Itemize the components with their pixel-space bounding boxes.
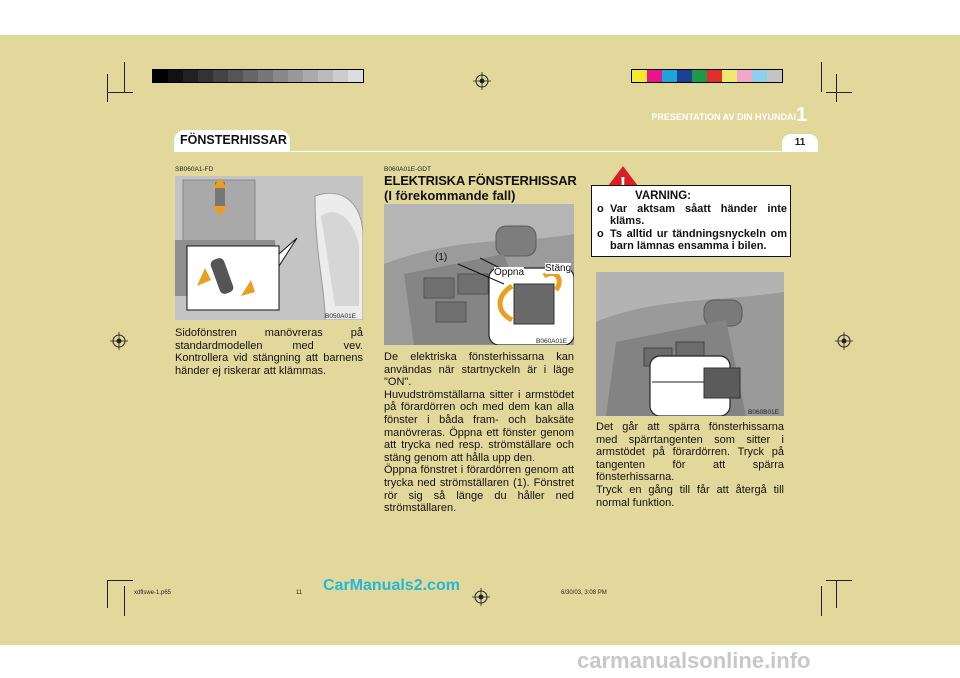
crop-mark: [107, 74, 108, 102]
crop-mark: [107, 92, 133, 93]
footer-page: 11: [296, 590, 303, 596]
crop-mark: [826, 580, 852, 581]
registration-swatch: [198, 70, 213, 82]
registration-swatch: [632, 70, 647, 82]
bottom-watermark: carmanualsonline.info: [577, 648, 811, 673]
registration-swatch: [722, 70, 737, 82]
section-title: FÖNSTERHISSAR: [180, 133, 287, 147]
registration-swatch: [303, 70, 318, 82]
crop-mark: [821, 62, 822, 92]
callout-1: (1): [435, 252, 448, 263]
registration-swatch: [707, 70, 722, 82]
registration-swatch: [273, 70, 288, 82]
body-paragraph: Det går att spärra fönsterhissarna med spärrtangenten som sitter i armstödet på förardörren. Tryck på tangenten för att spärra fönsterhissarna.: [596, 421, 784, 484]
crop-mark: [124, 62, 125, 92]
bullet: o: [597, 203, 604, 215]
registration-swatch: [662, 70, 677, 82]
grayscale-registration-bar: [152, 69, 364, 83]
image-caption: B060B01E: [748, 409, 780, 416]
registration-swatch: [258, 70, 273, 82]
registration-swatch: [692, 70, 707, 82]
registration-swatch: [348, 70, 363, 82]
body-paragraph: De elektriska fönsterhissarna kan användas när startnyckeln är i läge "ON".: [384, 351, 574, 389]
power-window-switch-illustration: [384, 204, 574, 345]
image-caption: B050A01E: [325, 313, 357, 320]
warning-box: [591, 185, 791, 257]
registration-swatch: [318, 70, 333, 82]
bullet: o: [597, 227, 604, 240]
header-rule: [174, 151, 786, 152]
section-tab: [174, 130, 290, 152]
window-lock-illustration: [596, 272, 784, 416]
watermark-link[interactable]: CarManuals2.com: [323, 577, 460, 594]
crop-mark: [821, 586, 822, 616]
crop-mark: [107, 580, 108, 608]
registration-crosshair-icon: [473, 72, 491, 90]
body-paragraph: Tryck en gång till får att återgå till normal funktion.: [596, 483, 784, 509]
registration-swatch: [647, 70, 662, 82]
registration-swatch: [153, 70, 168, 82]
crop-mark: [826, 92, 852, 93]
section-code: SB060A1-FD: [175, 166, 214, 173]
registration-crosshair-icon: [472, 588, 490, 606]
body-text-block: [384, 351, 574, 515]
chapter-number: 1: [796, 104, 808, 126]
registration-swatch: [767, 70, 782, 82]
registration-swatch: [228, 70, 243, 82]
warning-item: o Ts alltid ur tändningsnyckeln om barn lämnas ensamma i bilen.: [597, 227, 787, 253]
body-paragraph: Sidofönstren manövreras på standardmodellen med vev. Kontrollera vid stängning att barnens händer ej riskerar att klämmas.: [175, 327, 363, 377]
registration-swatch: [333, 70, 348, 82]
registration-swatch: [243, 70, 258, 82]
page-number-tab: 11: [782, 134, 818, 152]
section-code: B060A01E-GDT: [384, 166, 431, 173]
registration-swatch: [183, 70, 198, 82]
image-caption: B060A01E: [536, 338, 568, 345]
registration-swatch: [677, 70, 692, 82]
crop-mark: [836, 74, 837, 102]
section-subheading: (I förekommande fall): [384, 188, 516, 203]
crop-mark: [107, 580, 133, 581]
body-paragraph: Öppna fönstret i förardörren genom att trycka ned strömställaren (1). Fönstret rör sig så länge du håller ned strömställaren.: [384, 464, 574, 515]
registration-crosshair-icon: [835, 332, 853, 350]
chapter-title: PRESENTATION AV DIN HYUNDAI: [651, 112, 796, 122]
registration-swatch: [737, 70, 752, 82]
warning-item: o Var aktsam såatt händer inte kläms.: [597, 203, 787, 228]
section-heading: ELEKTRISKA FÖNSTERHISSAR: [384, 173, 577, 188]
registration-swatch: [168, 70, 183, 82]
crop-mark: [836, 580, 837, 608]
callout-open: Öppna: [494, 267, 525, 278]
registration-crosshair-icon: [110, 332, 128, 350]
registration-swatch: [288, 70, 303, 82]
registration-swatch: [752, 70, 767, 82]
color-registration-bar: [631, 69, 783, 83]
footer-date: 6/30/03, 3:08 PM: [561, 590, 607, 596]
warning-list: [597, 203, 787, 253]
body-paragraph: Huvudströmställarna sitter i armstödet på förardörren och med dem kan alla fönster i båda fram- och baksäte manövreras. Öppna ett fönster genom att trycka ned resp. strömställare och stäng genom att hålla upp den.: [384, 388, 574, 464]
crop-mark: [124, 586, 125, 616]
window-crank-illustration: [175, 176, 363, 320]
body-text-block: [596, 421, 784, 509]
callout-close: Stäng: [545, 263, 572, 274]
footer-filename: xdflswe-1.p65: [134, 590, 172, 596]
warning-title: VARNING:: [635, 190, 692, 202]
registration-swatch: [213, 70, 228, 82]
